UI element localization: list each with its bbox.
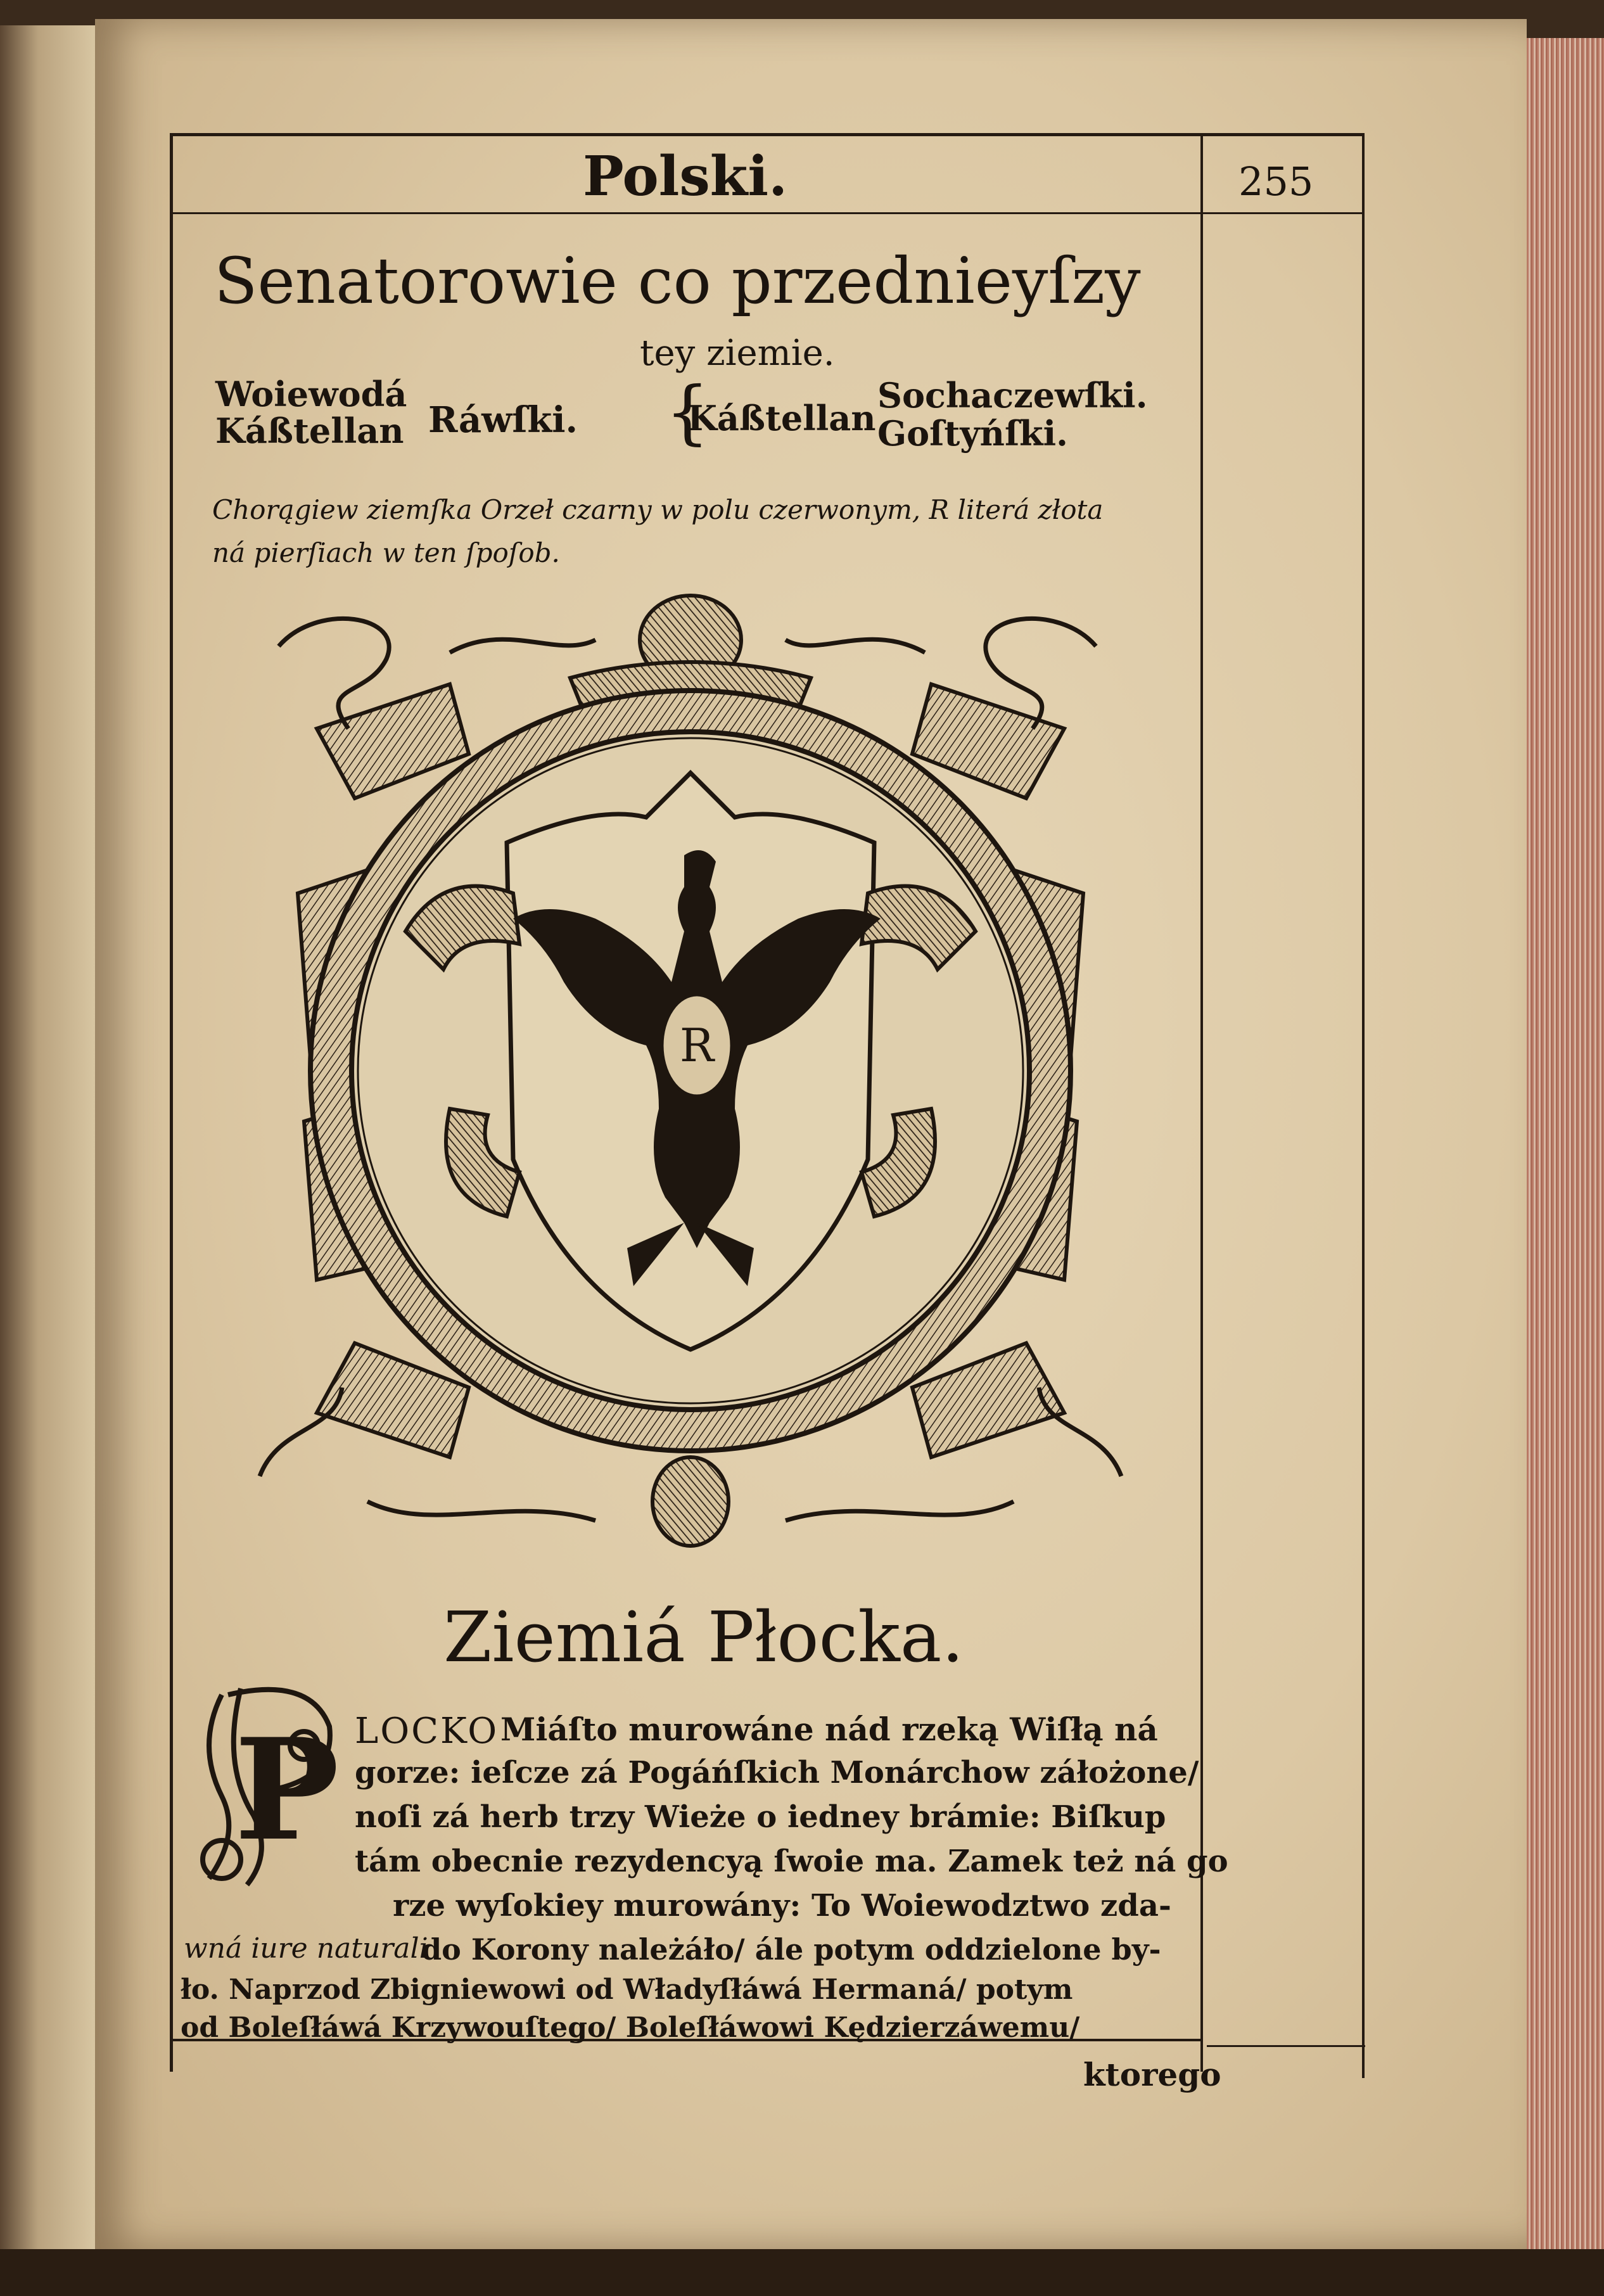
senators-subheading: tey ziemie. (640, 333, 835, 374)
frame-rule-inner-right (1200, 133, 1203, 2072)
initial-letter: P (234, 1707, 340, 1872)
body-line-6: do Korony należáło/ ále potym oddzielone by- (421, 1932, 1161, 1967)
page-fore-edge (1527, 38, 1604, 2255)
senators-heading: Senatorowie co przednieyſzy (214, 244, 1141, 318)
body-line-8: od Boleſłáwá Krzywouſtego/ Boleſłáwowi Kędzierzáwemu/ (181, 2012, 1080, 2044)
running-title: Polski. (583, 144, 788, 208)
right-place-1: Sochaczewſki. (877, 375, 1148, 416)
left-page-edge (0, 25, 95, 2268)
frame-rule-outer-right (1362, 133, 1365, 2078)
body-line-2: gorze: ieſcze zá Pogáńſkich Monárchow záłożone/ (355, 1755, 1199, 1790)
body-line-6-italic: wná iure naturali (184, 1932, 428, 1965)
left-place: Ráwſki. (428, 399, 578, 441)
frame-rule-top (170, 133, 1364, 136)
frame-rule-header-bottom (170, 212, 1364, 214)
body-line-7: ło. Naprzod Zbigniewowi od Władyſłáwá Hermaná/ potym (181, 1974, 1073, 2006)
body-line-3: noſi zá herb trzy Wieże o iedney brámie: Biſkup (355, 1799, 1166, 1835)
body-line-5: rze wyſokiey murowány: To Woiewodztwo zda- (393, 1888, 1171, 1923)
frame-rule-left (170, 133, 173, 2072)
decorated-initial (184, 1669, 348, 1897)
body-line-4: tám obecnie rezydencyą ſwoie ma. Zamek też ná go (355, 1844, 1228, 1879)
body-line-1: Miáſto murowáne nád rzeką Wiſłą ná (500, 1711, 1158, 1748)
coat-of-arms-woodcut (241, 589, 1140, 1552)
banner-description-line2: ná pierſiach w ten ſpoſob. (212, 537, 560, 568)
catchword: ktorego (1083, 2056, 1221, 2093)
shield-letter: R (679, 1019, 715, 1072)
binding-shadow (0, 2249, 1604, 2296)
page-number: 255 (1238, 158, 1314, 205)
section-title: Ziemiá Płocka. (443, 1597, 964, 1678)
frame-rule-bottom-right (1207, 2045, 1365, 2047)
brace: { (665, 371, 710, 452)
right-title: Káßtellan (687, 398, 876, 438)
left-title-1: Woiewodá (215, 374, 407, 414)
right-place-2: Goſtyńſki. (877, 413, 1068, 454)
banner-description-line1: Chorągiew ziemſka Orzeł czarny w polu czerwonym, R literá złota (212, 494, 1104, 525)
body-line-1-caps: LOCKO (355, 1711, 499, 1752)
left-title-2: Káßtellan (215, 411, 404, 451)
